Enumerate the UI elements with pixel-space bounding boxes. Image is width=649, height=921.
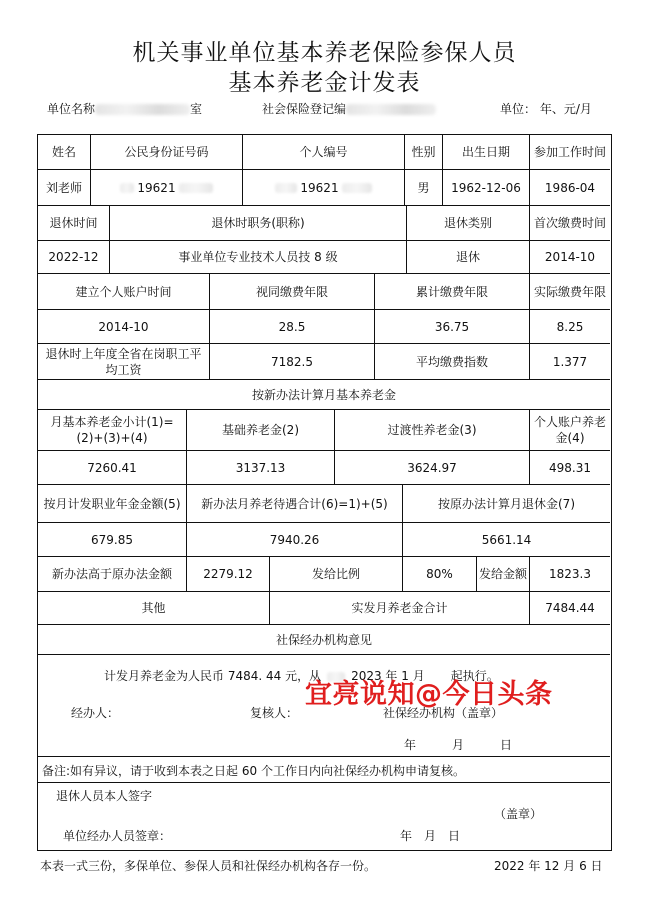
- ratio-value: 80%: [403, 557, 477, 591]
- pension-form-table: [37, 134, 612, 851]
- unit-name-field: [47, 100, 202, 117]
- header-transition-pension: 过渡性养老金(3): [335, 410, 530, 450]
- difference-row: [38, 557, 610, 592]
- annuity-value-row: [38, 523, 610, 557]
- footer-date: 2022 年 12 月 6 日: [494, 859, 603, 873]
- difference-value: 2279.12: [187, 557, 270, 591]
- monthly-subtotal: 7260.41: [38, 451, 187, 484]
- other-label: 其他: [38, 592, 270, 624]
- header-total-years: 累计缴费年限: [375, 274, 530, 309]
- redacted-ss-number: [346, 104, 436, 115]
- avg-wage-label: 退休时上年度全省在岗职工平均工资: [38, 344, 210, 379]
- unit-name-partial: 室: [190, 102, 203, 116]
- avg-index-value: 1.377: [552, 354, 588, 369]
- unit-name-label: 单位名称: [47, 102, 96, 116]
- opinion-statement-a: 计发月养老金为人民币 7484. 44 元，从: [104, 669, 322, 683]
- redacted-unit-name: [95, 104, 190, 115]
- retire-time: 2022-12: [38, 241, 110, 273]
- ss-number-field: [262, 100, 436, 117]
- header-account-time: 建立个人账户时间: [38, 274, 210, 309]
- opinion-date: 年 月 日: [404, 738, 513, 752]
- account-header-row: [38, 274, 610, 310]
- avg-index-label: 平均缴费指数: [375, 344, 530, 379]
- header-actual-years: 实际缴费年限: [533, 284, 606, 299]
- new-total: 7940.26: [187, 523, 403, 556]
- retire-value-row: [38, 241, 610, 274]
- header-new-total: 新办法月养老待遇合计(6)=1)+(5): [187, 485, 403, 522]
- actual-total-label: 实发月养老金合计: [270, 592, 530, 624]
- stamp-label: （盖章）: [494, 807, 543, 821]
- note-row: [38, 757, 610, 783]
- person-gender: 男: [405, 170, 443, 205]
- ratio-label: 发给比例: [270, 557, 403, 591]
- redacted-no-prefix: [275, 183, 297, 193]
- transition-pension: 3624.97: [335, 451, 530, 484]
- unit-label: 单位： 年、元/月: [500, 102, 592, 116]
- account-time: 2014-10: [38, 310, 210, 343]
- retire-title: 事业单位专业技术人员技 8 级: [110, 241, 407, 273]
- header-occupational-annuity: 按月计发职业年金金额(5): [38, 485, 187, 522]
- header-retire-type: 退休类别: [407, 206, 530, 240]
- wage-row: [38, 344, 610, 380]
- actual-years: 8.25: [556, 319, 584, 334]
- header-basic-pension: 基础养老金(2): [187, 410, 335, 450]
- header-gender: 性别: [405, 135, 443, 169]
- person-work-start: 1986-04: [544, 180, 596, 195]
- header-work-start: 参加工作时间: [533, 145, 606, 159]
- old-method-pension: 5661.14: [481, 532, 532, 547]
- new-method-title: 按新办法计算月基本养老金: [251, 387, 396, 402]
- signature-date: 年 月 日: [400, 829, 461, 843]
- opinion-statement-b: 2023 年 1 月: [351, 669, 425, 683]
- difference-label: 新办法高于原办法金额: [38, 557, 187, 591]
- retire-type: 退休: [407, 241, 530, 273]
- pension-header-row: [38, 410, 610, 451]
- unit-handler-signature-label: 单位经办人员签章：: [63, 829, 172, 843]
- redacted-id-prefix: [120, 183, 134, 193]
- person-id-partial: 19621: [137, 180, 176, 195]
- annuity-header-row: [38, 485, 610, 523]
- personal-no: [243, 170, 405, 205]
- basic-pension: 3137.13: [187, 451, 335, 484]
- account-value-row: [38, 310, 610, 344]
- person-header-row: [38, 135, 610, 170]
- total-row: [38, 592, 610, 625]
- person-id: [91, 170, 243, 205]
- header-birth: 出生日期: [443, 135, 530, 169]
- header-id: 公民身份证号码: [91, 135, 243, 169]
- redacted-no-suffix: [342, 183, 372, 193]
- header-personal-no: 个人编号: [243, 135, 405, 169]
- agency-stamp-label: 社保经办机构（盖章）: [383, 706, 504, 720]
- issue-amount-value: 1823.3: [549, 567, 591, 581]
- header-deemed-years: 视同缴费年限: [210, 274, 375, 309]
- watermark-text: 宜亮说知@今日头条: [305, 679, 553, 710]
- person-birth-date: 1962-12-06: [443, 170, 530, 205]
- opinion-title: 社保经办机构意见: [275, 632, 372, 647]
- form-title-line2: 基本养老金计发表: [228, 70, 421, 96]
- note-text: 备注:如有异议，请于收到本表之日起 60 个工作日内向社保经办机构申请复核。: [42, 764, 465, 778]
- form-title-line1: 机关事业单位基本养老保险参保人员: [132, 40, 517, 66]
- header-name: 姓名: [38, 135, 91, 169]
- retire-header-row: [38, 206, 610, 241]
- person-value-row: [38, 170, 610, 206]
- header-first-payment: 首次缴费时间: [533, 216, 606, 230]
- header-retire-time: 退休时间: [38, 206, 110, 240]
- total-years: 36.75: [375, 310, 530, 343]
- redacted-id-suffix: [179, 183, 213, 193]
- header-retire-title: 退休时职务(职称): [110, 206, 407, 240]
- opinion-statement-c: 起执行。: [450, 669, 499, 683]
- header-old-method: 按原办法计算月退休金(7): [438, 496, 575, 511]
- handler-label: 经办人：: [71, 706, 120, 720]
- first-payment-time: 2014-10: [544, 250, 596, 264]
- header-account-pension: 个人账户养老金(4): [533, 415, 606, 445]
- pension-value-row: [38, 451, 610, 485]
- retiree-signature-label: 退休人员本人签字: [56, 789, 153, 803]
- personal-no-partial: 19621: [300, 180, 339, 195]
- ss-number-label: 社会保险登记编: [262, 102, 347, 116]
- actual-total-value: 7484.44: [545, 601, 595, 615]
- account-pension: 498.31: [549, 460, 591, 475]
- person-name: 刘老师: [38, 170, 91, 205]
- occupational-annuity: 679.85: [38, 523, 187, 556]
- new-method-title-row: [38, 380, 610, 410]
- signature-row: [38, 783, 610, 849]
- footer-copies-note: 本表一式三份，多保单位、参保人员和社保经办机构各存一份。: [40, 859, 377, 873]
- opinion-title-row: [38, 625, 610, 655]
- issue-amount-label: 发给金额: [477, 557, 530, 591]
- avg-wage-value: 7182.5: [210, 344, 375, 379]
- header-monthly-subtotal: 月基本养老金小计(1)=(2)+(3)+(4): [38, 410, 187, 450]
- reviewer-label: 复核人：: [250, 706, 299, 720]
- deemed-years: 28.5: [210, 310, 375, 343]
